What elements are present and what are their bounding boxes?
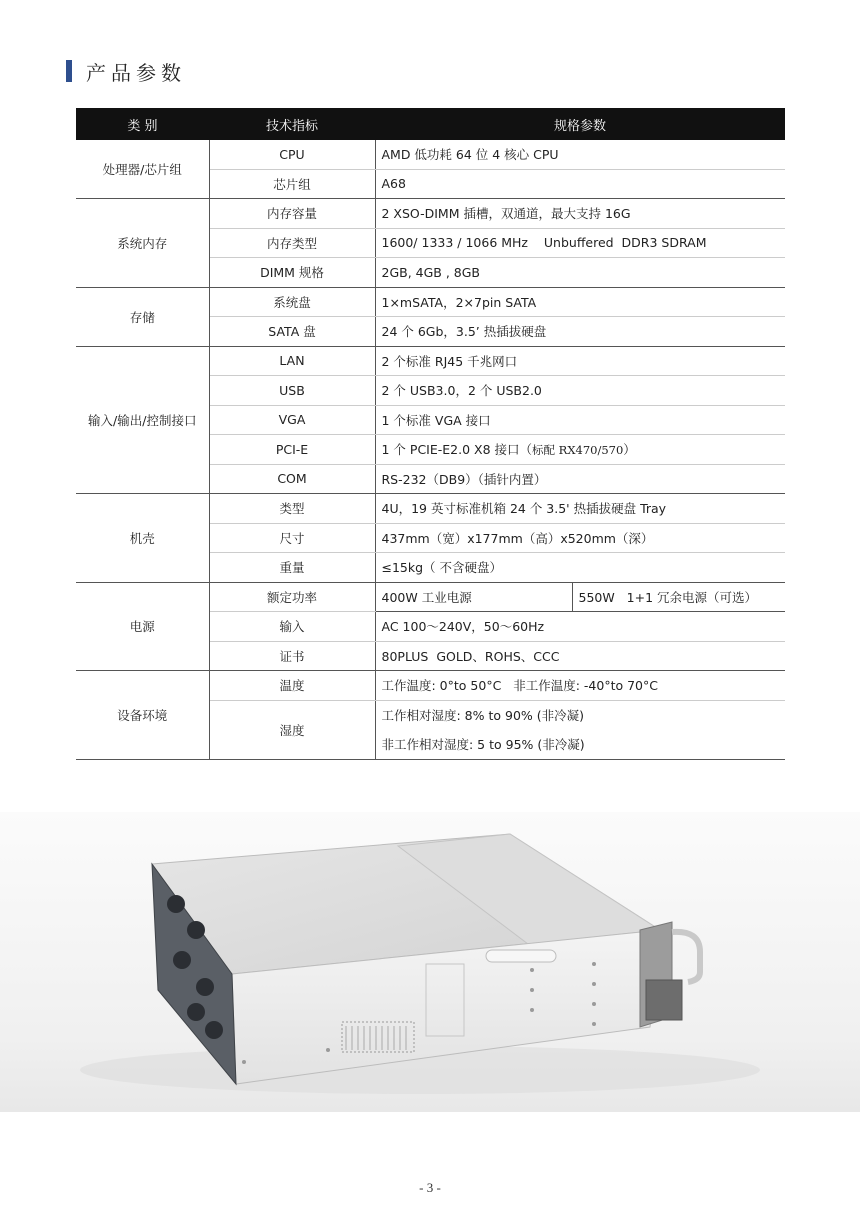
pcie-note: 标配 RX470/570 xyxy=(532,443,624,458)
table-row xyxy=(76,287,785,317)
item-cell: 内存容量 xyxy=(209,199,375,229)
item-cell: 系统盘 xyxy=(209,287,375,317)
header-category: 类 别 xyxy=(76,108,209,140)
value-cell: 4U，19 英寸标准机箱 24 个 3.5' 热插拔硬盘 Tray xyxy=(375,494,785,524)
value-cell: 2 个标准 RJ45 千兆网口 xyxy=(375,346,785,376)
item-cell: PCI-E xyxy=(209,435,375,465)
value-cell: 2 个 USB3.0，2 个 USB2.0 xyxy=(375,376,785,406)
value-cell: A68 xyxy=(375,169,785,199)
value-cell: AMD 低功耗 64 位 4 核心 CPU xyxy=(375,140,785,169)
pcie-value: 1 个 PCIE-E2.0 X8 接口（ xyxy=(381,442,533,458)
value-cell: RS-232（DB9）（插针内置） xyxy=(375,464,785,494)
value-cell: ≤15kg（ 不含硬盘） xyxy=(375,553,785,583)
category-cell: 存储 xyxy=(76,287,209,346)
header-spec: 规格参数 xyxy=(375,108,785,140)
page-title: 产品参数 xyxy=(86,60,186,85)
category-cell: 处理器/芯片组 xyxy=(76,140,209,199)
table-row xyxy=(76,346,785,376)
table-row xyxy=(76,199,785,229)
table-row xyxy=(76,140,785,169)
value-cell: 2 XSO-DIMM 插槽，双通道，最大支持 16G xyxy=(375,199,785,229)
value-cell: 437mm（宽）ⅹ177mm（高）ⅹ520mm（深） xyxy=(375,523,785,553)
item-cell: LAN xyxy=(209,346,375,376)
server-chassis-illustration xyxy=(0,812,860,1112)
value-cell: 1×mSATA，2×7pin SATA xyxy=(375,287,785,317)
item-cell: 类型 xyxy=(209,494,375,524)
item-cell: VGA xyxy=(209,405,375,435)
title-accent-bar xyxy=(66,60,72,82)
table-row xyxy=(76,671,785,701)
category-cell: 电源 xyxy=(76,582,209,671)
item-cell: 湿度 xyxy=(209,700,375,759)
item-cell: DIMM 规格 xyxy=(209,258,375,288)
item-cell: 芯片组 xyxy=(209,169,375,199)
item-cell: 证书 xyxy=(209,641,375,671)
item-cell: 内存类型 xyxy=(209,228,375,258)
category-cell: 设备环境 xyxy=(76,671,209,760)
category-cell: 输入/输出/控制接口 xyxy=(76,346,209,494)
value-cell xyxy=(375,435,785,465)
spec-table xyxy=(76,108,785,760)
product-photo xyxy=(0,812,860,1112)
value-cell: 550W 1+1 冗余电源（可选） xyxy=(572,582,785,612)
value-cell: 80PLUS GOLD、ROHS、CCC xyxy=(375,641,785,671)
item-cell: CPU xyxy=(209,140,375,169)
item-cell: 温度 xyxy=(209,671,375,701)
value-cell: 24 个 6Gb，3.5’ 热插拔硬盘 xyxy=(375,317,785,347)
humidity-operating: 工作相对湿度: 8% to 90% (非冷凝) xyxy=(381,707,585,723)
humidity-non-operating: 非工作相对湿度: 5 to 95% (非冷凝) xyxy=(381,736,585,752)
item-cell: 额定功率 xyxy=(209,582,375,612)
category-cell: 系统内存 xyxy=(76,199,209,288)
pcie-value-end: ） xyxy=(623,442,636,458)
header-item: 技术指标 xyxy=(209,108,375,140)
value-cell: AC 100～240V，50～60Hz xyxy=(375,612,785,642)
item-cell: 输入 xyxy=(209,612,375,642)
section-heading xyxy=(66,58,186,84)
value-cell xyxy=(375,700,785,759)
item-cell: SATA 盘 xyxy=(209,317,375,347)
value-cell: 400W 工业电源 xyxy=(375,582,572,612)
category-cell: 机壳 xyxy=(76,494,209,583)
value-cell: 1 个标准 VGA 接口 xyxy=(375,405,785,435)
value-cell: 2GB, 4GB , 8GB xyxy=(375,258,785,288)
value-cell: 1600/ 1333 / 1066 MHz Unbuffered DDR3 SDRAM xyxy=(375,228,785,258)
item-cell: COM xyxy=(209,464,375,494)
page-number: - 3 - xyxy=(419,1180,441,1195)
table-row xyxy=(76,494,785,524)
item-cell: 尺寸 xyxy=(209,523,375,553)
table-header-row xyxy=(76,108,785,140)
item-cell: USB xyxy=(209,376,375,406)
table-row xyxy=(76,582,785,612)
value-cell: 工作温度: 0°to 50°C 非工作温度: -40°to 70°C xyxy=(375,671,785,701)
item-cell: 重量 xyxy=(209,553,375,583)
